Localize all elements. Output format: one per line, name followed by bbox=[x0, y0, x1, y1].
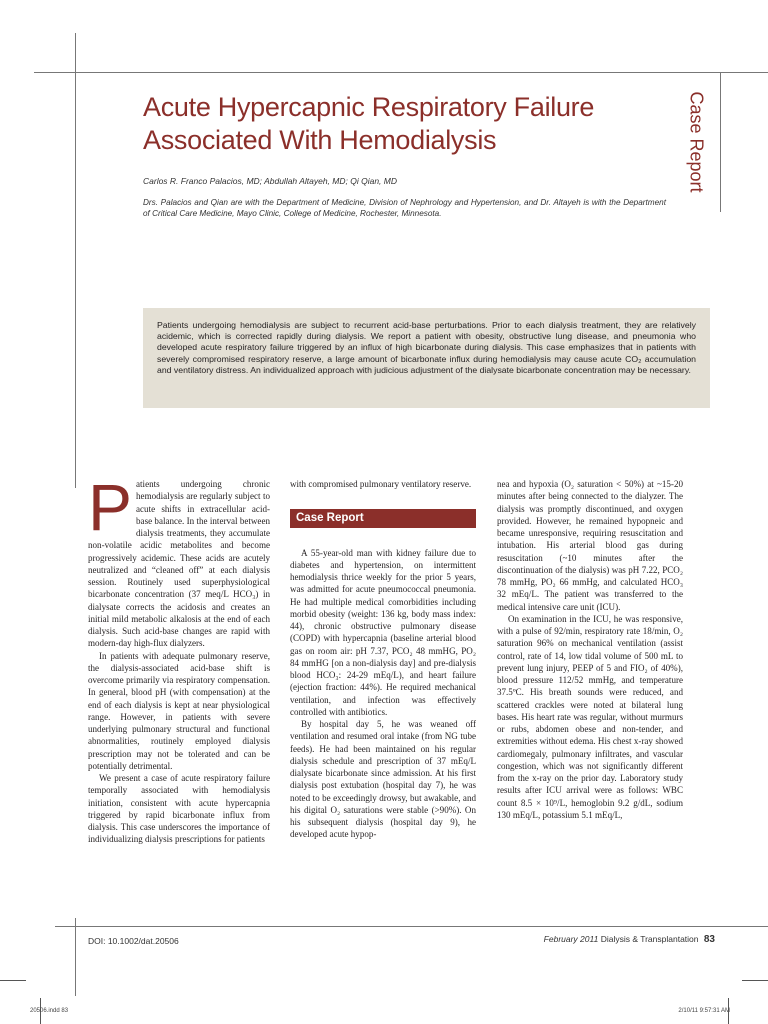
author-list: Carlos R. Franco Palacios, MD; Abdullah Altayeh, MD; Qi Qian, MD bbox=[143, 176, 397, 186]
article-title bbox=[143, 91, 663, 157]
journal-footer bbox=[440, 934, 715, 945]
footer-horizontal-rule bbox=[55, 926, 768, 927]
intro-paragraph bbox=[88, 470, 270, 650]
body-paragraph: nea and hypoxia (O₂ saturation < 50%) at ~15-20 minutes after being connected to the dialyzer. The dialysis was promptly discontinued, and oxygen provided. However, he remained hypopneic and became unresponsive, requiring resuscitation and intubation. His arterial blood gas during resuscitation (~10 minutes after the discontinuation of the dialysis) was pH 7.22, PCO₂ 78 mmHg, PO₂ 66 mmHg, and calculated HCO₃ 32 mEq/L. The patient was transferred to the medical intensive care unit (ICU). bbox=[497, 479, 683, 612]
abstract-text: Patients undergoing hemodialysis are subject to recurrent acid-base perturbations. Prior to each dialysis treatment, they are relatively acidemic, which is corrected rapidly during dialysis. We report a patient with obesity, obstructive lung disease, and pneumonia who developed acute respiratory failure triggered by an influx of high bicarbonate during dialysis. This case emphasizes that in patients with severely compromised respiratory reserve, a large amount of bicarbonate influx during hemodialysis may cause acute CO₂ accumulation and ventilatory distress. An individualized approach with judicious adjustment of the dialysate bicarbonate concentration may be necessary. bbox=[157, 320, 696, 375]
title-line-1: Acute Hypercapnic Respiratory Failure bbox=[143, 92, 595, 122]
print-slug-timestamp: 2/10/11 9:57:31 AM bbox=[678, 1008, 730, 1014]
abstract-box bbox=[143, 308, 710, 408]
left-vertical-rule bbox=[75, 33, 76, 488]
crop-mark bbox=[742, 980, 768, 981]
right-vertical-rule bbox=[720, 72, 721, 212]
print-slug-file: 20506.indd 83 bbox=[30, 1008, 69, 1014]
case-report-heading: Case Report bbox=[290, 509, 476, 527]
body-paragraph: with compromised pulmonary ventilatory reserve. bbox=[290, 479, 472, 489]
footer-left-rule bbox=[75, 918, 76, 996]
body-column-3 bbox=[497, 478, 683, 821]
issue-date: February 2011 bbox=[543, 934, 599, 944]
body-paragraph: By hospital day 5, he was weaned off ventilation and resumed oral intake (from NG tube feeds). He had been maintained on his regular dialysis schedule and prescription of 37 mEq/L dialysate bicarbonate since admission. At his first dialysis post extubation (hospital day 7), he was noted to be exceedingly drowsy, but awakable, and his digital O₂ saturations were stable (>90%). On his subsequent dialysis (hospital day 9), he developed acute hypop- bbox=[290, 719, 476, 840]
intro-paragraph-text: atients undergoing chronic hemodialysis are regularly subject to acute shifts in extracellular acid-base balance. In the interval between dialysis treatments, they accumulate non-volatile acidic metabolites and become progressively acidemic. These acids are acutely neutralized and “cleaned off” at each dialysis session. Routinely used superphysiological bicarbonate concentration (37 meq/L HCO₃) in dialysate corrects the acidosis and creates an initial mild metabolic alkalosis at the end of each dialysis. Such acid-base changes are rapid with modern-day high-flux dialyzers. bbox=[88, 479, 270, 649]
body-paragraph: In patients with adequate pulmonary reserve, the dialysis-associated acid-base shift is overcome primarily via respiratory compensation. In general, blood pH (with compensation) at the end of each dialysis is kept at near physiological range. However, in patients with severe underlying pulmonary structural and functional abnormalities, routinely employed dialysis prescription may not be tolerated and can be potentially detrimental. bbox=[88, 650, 270, 771]
section-tag bbox=[674, 82, 718, 202]
journal-name: Dialysis & Transplantation bbox=[600, 934, 699, 944]
body-paragraph: We present a case of acute respiratory failure temporally associated with hemodialysis initiation, consistent with acute hypercapnia triggered by rapid bicarbonate influx from dialysis. This case underscores the importance of individualizing dialysis prescriptions for patients bbox=[88, 773, 270, 845]
crop-mark bbox=[0, 980, 26, 981]
body-paragraph: On examination in the ICU, he was responsive, with a pulse of 92/min, respiratory rate 18/min, O₂ saturation 96% on mechanical ventilation (assist control, rate of 14, low tidal volume of 500 mL to prevent lung injury, PEEP of 5 and FIO₂ of 40%), blood pressure 112/52 mmHg, and temperature 37.5ºC. His breath sounds were reduced, and scattered crackles were noted at bilateral lung bases. His heart rate was regular, without murmurs or rubs, abdomen obese and non-tender, and extremities without edema. His chest x-ray showed cardiomegaly, pulmonary infiltrates, and vascular congestion, which was not significantly different from the x-ray on the prior day. Laboratory study results after ICU arrival were as follows: WBC count 8.5 × 10⁹/L, hemoglobin 9.2 g/dL, sodium 130 mEq/L, potassium 5.1 mEq/L, bbox=[497, 613, 683, 820]
page-number: 83 bbox=[703, 934, 715, 945]
body-paragraph: A 55-year-old man with kidney failure due to diabetes and hypertension, on intermittent hemodialysis thrice weekly for the prior 5 years, was admitted for acute pneumococcal pneumonia. He had multiple medical comorbidities including morbid obesity (weight: 136 kg, body mass index: 44), chronic obstructive pulmonary disease (COPD) with hypercapnia (baseline arterial blood gas on room air: pH 7.37, PCO₂ 48 mmHG, PO₂ 84 mmHG [on a non-dialysis day] and pre-dialysis blood HCO₃: 24-29 mEq/L), and heart failure (ejection fraction: 44%). He required mechanical ventilation, and infection was effectively controlled with antibiotics. bbox=[290, 547, 476, 717]
drop-cap: P bbox=[88, 470, 133, 544]
affiliation-note: Drs. Palacios and Qian are with the Department of Medicine, Division of Nephrology and Hypertension, and Dr. Altayeh is with the Department of Critical Care Medicine, Mayo Clinic, College of Medicine, Rochester, Minnesota. bbox=[143, 198, 666, 218]
title-line-2: Associated With Hemodialysis bbox=[143, 125, 497, 155]
section-tag-label: Case Report bbox=[686, 91, 707, 193]
doi-footer: DOI: 10.1002/dat.20506 bbox=[88, 936, 179, 946]
body-column-2 bbox=[290, 478, 476, 841]
top-horizontal-rule bbox=[34, 72, 768, 73]
body-column-1 bbox=[88, 470, 270, 846]
